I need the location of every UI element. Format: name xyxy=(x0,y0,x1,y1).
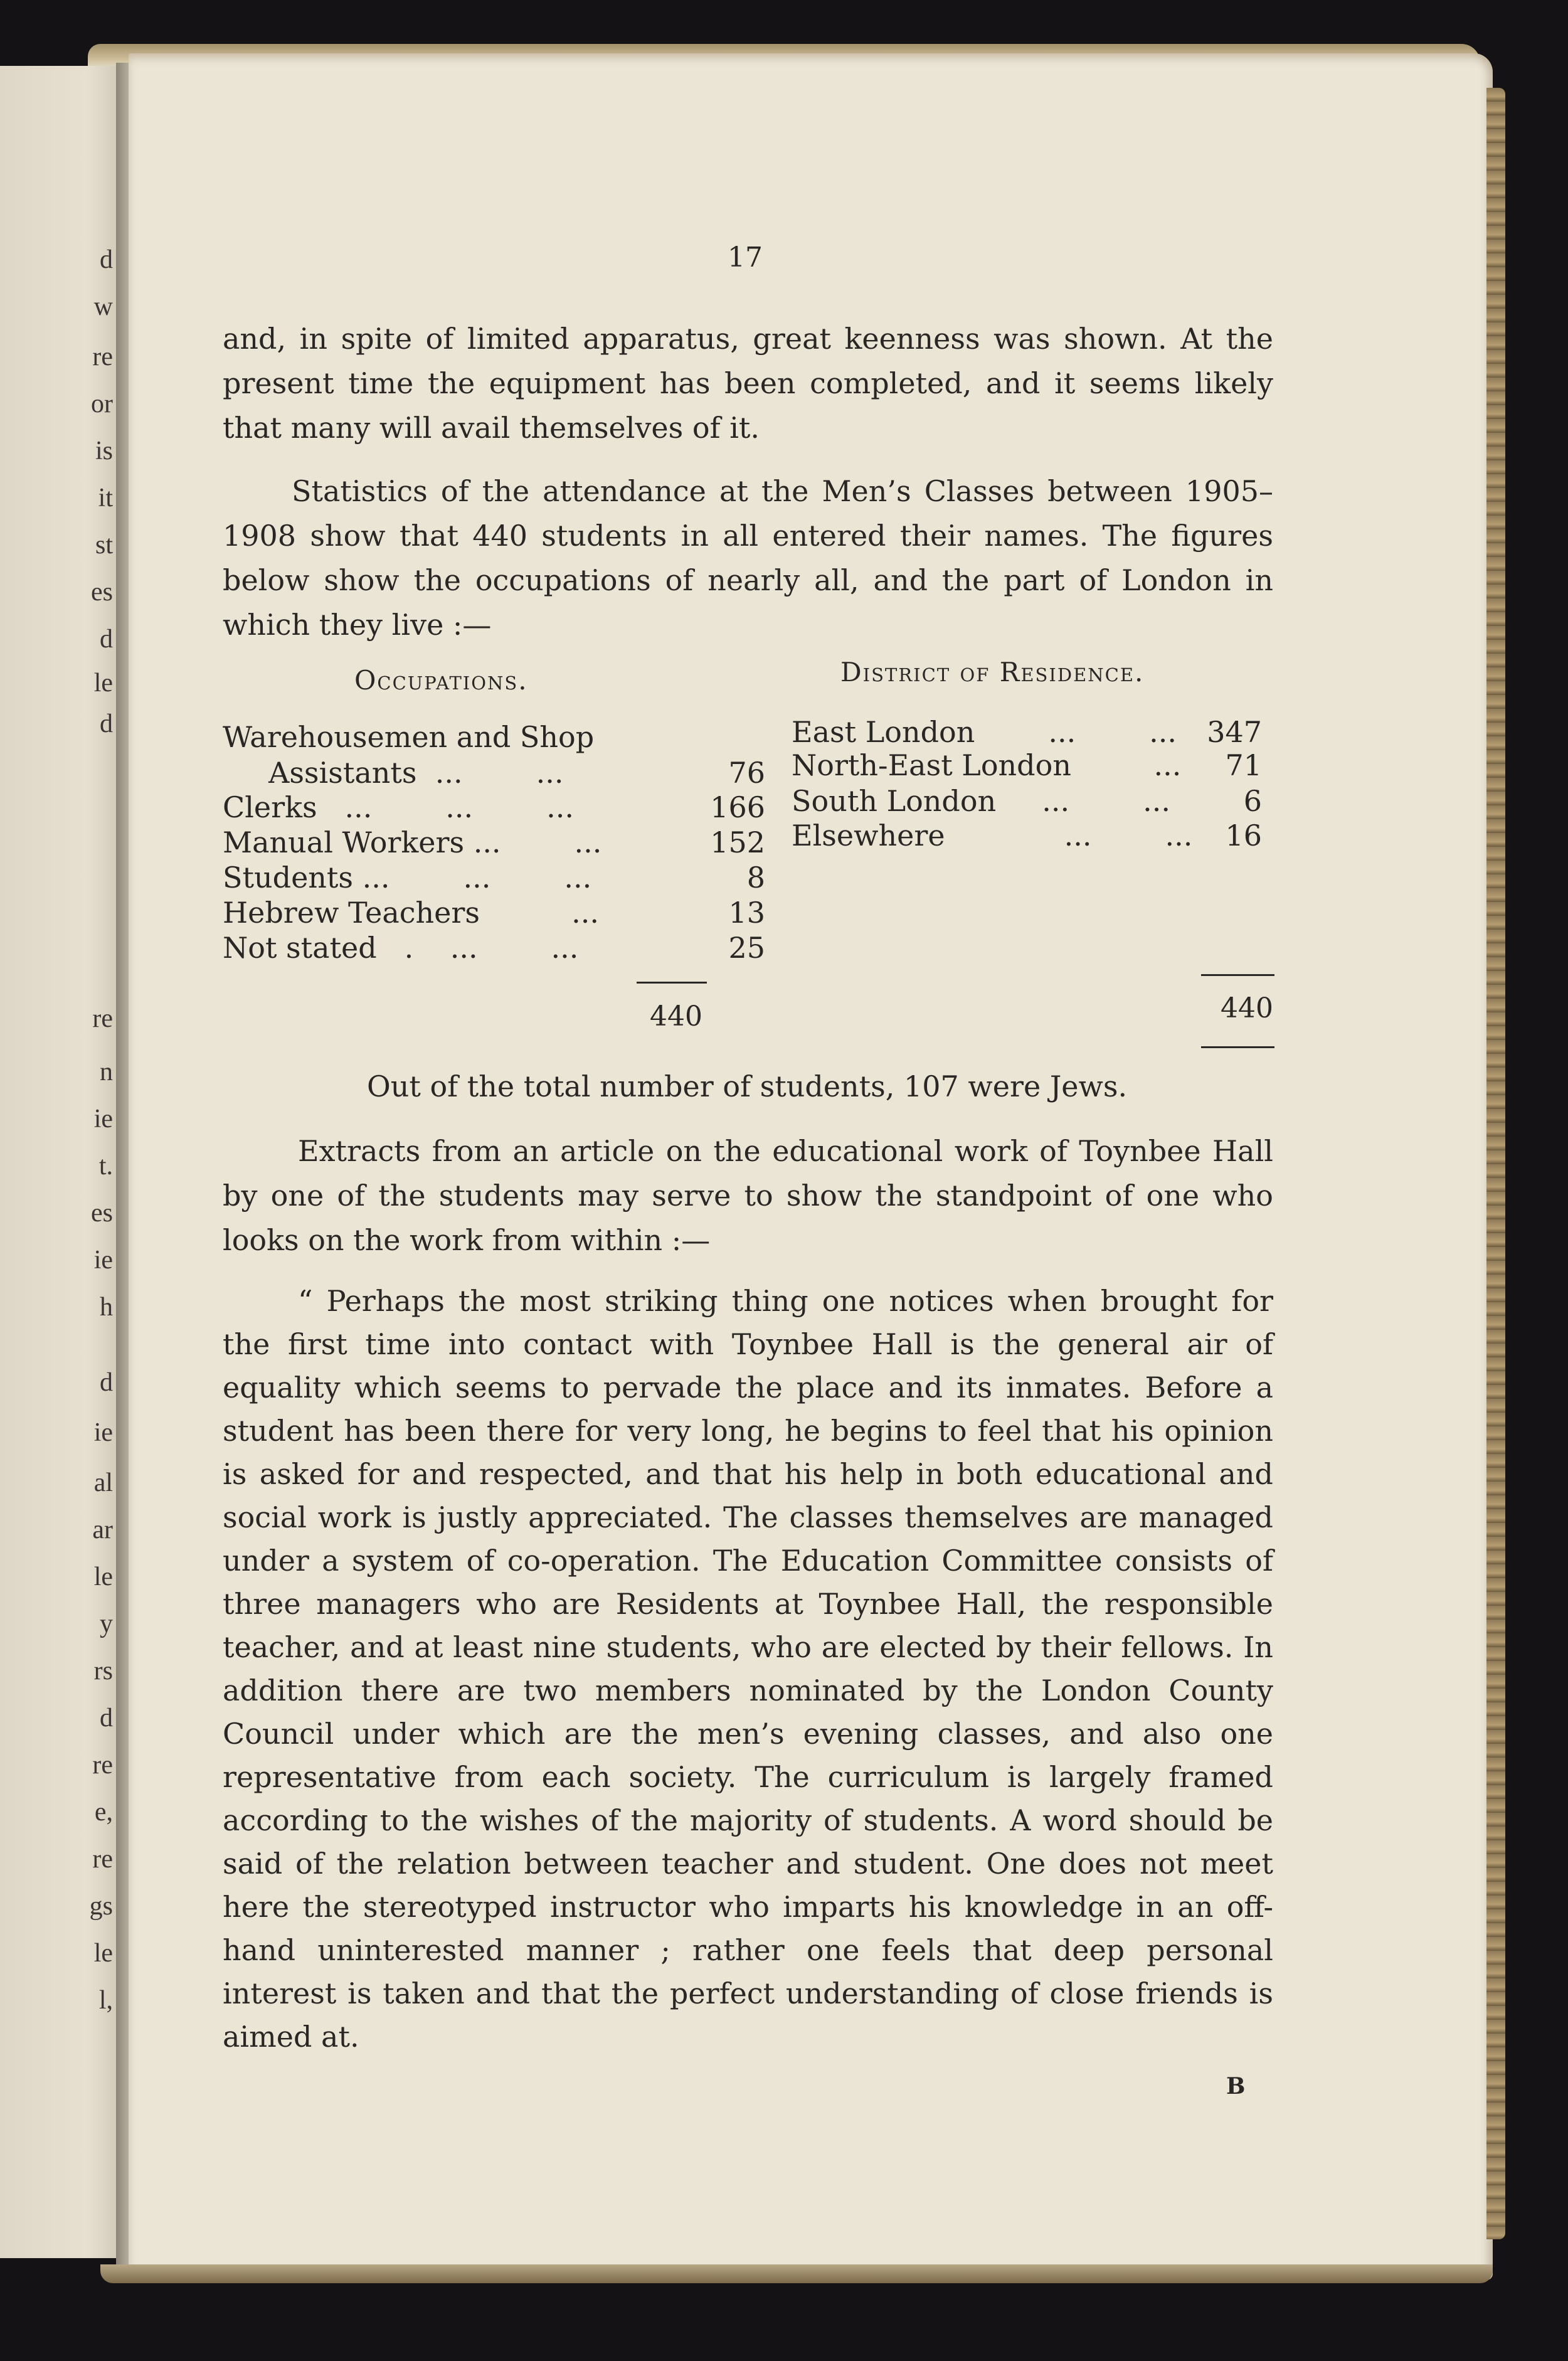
facing-page-text-fragment: le xyxy=(93,669,113,698)
paragraph-apparatus: and, in spite of limited apparatus, great keenness was shown. At the present time the equipment has been completed, and it seems likely that many will avail themselves of it. xyxy=(223,322,1273,445)
occupation-value: 152 xyxy=(710,825,765,859)
facing-page-text-fragment: ie xyxy=(93,1418,113,1447)
facing-page-text-fragment: d xyxy=(100,245,113,274)
occupations-total: 440 xyxy=(650,1000,702,1032)
facing-page-text-fragment: d xyxy=(100,625,113,654)
facing-page-text-fragment: or xyxy=(91,390,113,418)
facing-page-text-fragment: e, xyxy=(94,1798,113,1827)
facing-page-text-fragment: ie xyxy=(93,1105,113,1133)
facing-page-text-fragment: y xyxy=(100,1610,113,1638)
occupation-label: Clerks ... ... ... xyxy=(223,790,575,824)
occupation-label: Hebrew Teachers ... xyxy=(223,896,600,930)
quoted-article: “ Perhaps the most striking thing one notices when brought for the first time into contact with Toynbee Hall is the general air of equality which seems to pervade the place and its inmates. Before a student has been there for very long, he begins to feel that his opinion is asked for and respected, and that his help in both educational and social work is justly appreciated. The classes themselves are managed under a system of co-operation. The Education Committee consists of three managers who are Residents at Toynbee Hall, the responsible teacher, and at least nine students, who are elected by their fellows. In addition there are two members nominated by the London County Council under which are the men’s evening classes, and also one representative from each society. The curriculum is largely framed according to the wishes of the majority of students. A word should be said of the relation between teacher and student. One does not meet here the stereotyped instructor who imparts his knowledge in an off-hand uninterested manner ; rather one feels that deep personal interest is taken and that the perfect understanding of close friends is aimed at. xyxy=(223,1284,1273,2054)
occupation-value: 76 xyxy=(728,756,765,790)
district-label: Elsewhere ... ... xyxy=(792,819,1193,852)
facing-page-text-fragment: w xyxy=(93,292,113,321)
occupation-label: Warehousemen and Shop xyxy=(223,720,595,754)
facing-page-text-fragment: es xyxy=(91,1199,113,1228)
paragraph-statistics: Statistics of the attendance at the Men’s Classes between 1905–1908 show that 440 students in all entered their names. The figures below show the occupations of nearly all, and the part of London in which they live :— xyxy=(223,474,1273,642)
district-total-rule-top xyxy=(1201,974,1274,976)
facing-page-text-fragment: d xyxy=(100,709,113,738)
facing-page-text-fragment: h xyxy=(100,1293,113,1322)
occupations-total-rule xyxy=(637,982,707,984)
district-label: South London ... ... xyxy=(792,784,1171,818)
page-number: 17 xyxy=(728,241,763,273)
occupation-label: Students ... ... ... xyxy=(223,861,592,894)
facing-page-text-fragment: re xyxy=(92,1751,113,1780)
facing-page-text-fragment: t. xyxy=(98,1152,113,1180)
district-value: 16 xyxy=(1225,819,1262,852)
occupation-label: Manual Workers ... ... xyxy=(223,825,602,859)
facing-page-text-fragment: le xyxy=(93,1563,113,1591)
facing-page-text-fragment: n xyxy=(100,1058,113,1086)
facing-page-text-fragment: it xyxy=(98,484,113,512)
book-bottom-edge xyxy=(100,2264,1493,2283)
district-total-rule-bottom xyxy=(1201,1046,1274,1048)
district-value: 347 xyxy=(1207,715,1262,749)
occupation-label: Assistants ... ... xyxy=(223,756,564,790)
facing-page xyxy=(0,66,124,2258)
occupation-value: 13 xyxy=(728,896,765,930)
occupation-value: 166 xyxy=(710,790,765,824)
facing-page-text-fragment: ie xyxy=(93,1246,113,1275)
district-total: 440 xyxy=(1221,992,1273,1024)
district-value: 6 xyxy=(1243,784,1262,818)
district-label: North-East London ... xyxy=(792,748,1182,782)
facing-page-text-fragment: re xyxy=(92,1845,113,1874)
facing-page-text-fragment: es xyxy=(91,578,113,607)
facing-page-text-fragment: d xyxy=(100,1368,113,1397)
jewish-students-line: Out of the total number of students, 107 were Jews. xyxy=(367,1069,1128,1103)
occupation-value: 8 xyxy=(746,861,765,894)
occupation-label: Not stated . ... ... xyxy=(223,931,579,965)
facing-page-text-fragment: ar xyxy=(92,1515,113,1544)
signature-mark: B xyxy=(1226,2073,1246,2099)
facing-page-text-fragment: is xyxy=(95,437,113,465)
facing-page-text-fragment: re xyxy=(92,342,113,371)
district-label: East London ... ... xyxy=(792,715,1177,749)
district-value: 71 xyxy=(1225,748,1262,782)
occupations-heading: Occupations. xyxy=(354,665,528,696)
facing-page-text-fragment: st xyxy=(95,531,113,560)
facing-page-text-fragment: rs xyxy=(93,1657,113,1685)
paragraph-extracts: Extracts from an article on the educational work of Toynbee Hall by one of the students may serve to show the standpoint of one who looks on the work from within :— xyxy=(223,1134,1273,1257)
facing-page-text-fragment: gs xyxy=(89,1892,113,1921)
district-heading: District of Residence. xyxy=(840,657,1145,687)
facing-page-text-fragment: le xyxy=(93,1939,113,1968)
page-edges xyxy=(1486,88,1505,2239)
facing-page-text-fragment: re xyxy=(92,1004,113,1033)
facing-page-text-fragment: al xyxy=(93,1468,113,1497)
facing-page-text-fragment: l, xyxy=(98,1986,113,2015)
facing-page-text-fragment: d xyxy=(100,1704,113,1732)
occupation-value: 25 xyxy=(728,931,765,965)
